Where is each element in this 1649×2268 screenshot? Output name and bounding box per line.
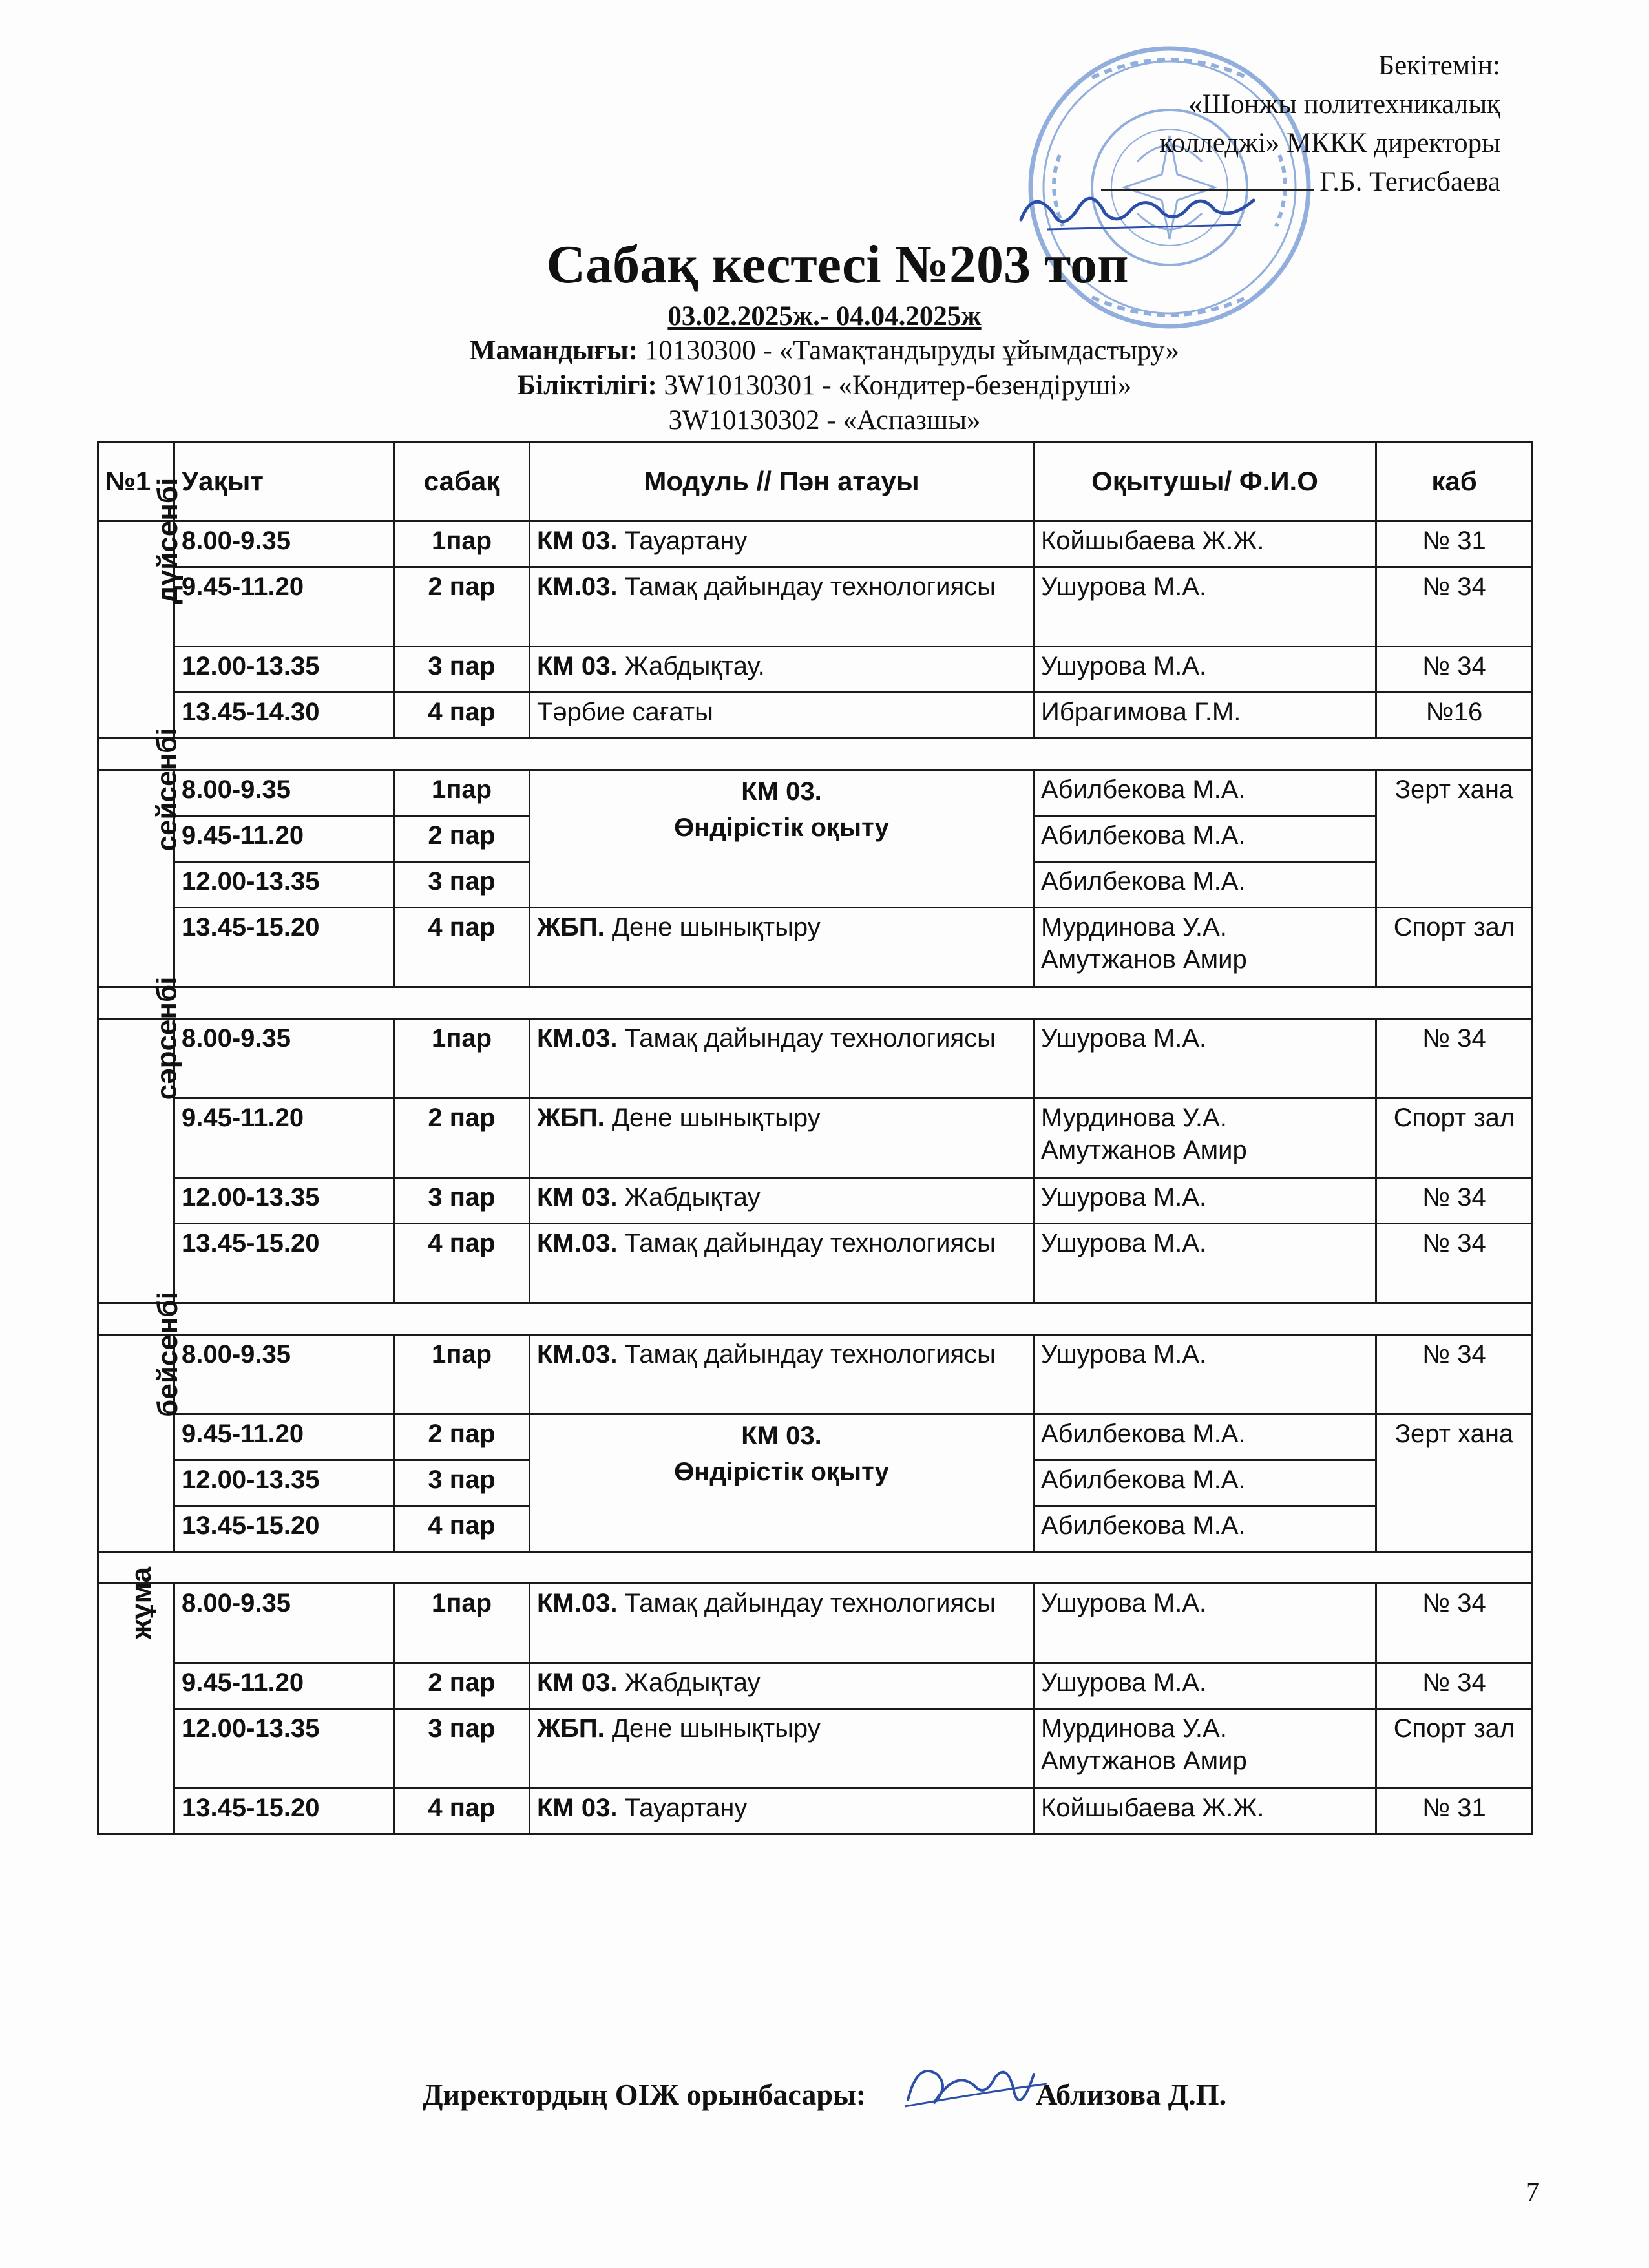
teacher-name: Мурдинова У.А. (1041, 913, 1227, 941)
table-row (98, 1098, 1533, 1178)
approval-line-2: «Шонжы политехникалық (1188, 89, 1500, 120)
table-row (98, 1663, 1533, 1709)
subject-cell (530, 1709, 1034, 1789)
date-range: 03.02.2025ж.- 04.04.2025ж (667, 301, 982, 331)
table-header-row (98, 442, 1533, 521)
room-cell: № 34 (1376, 567, 1533, 647)
subject-cell (530, 521, 1034, 567)
subject-name: Дене шынықтыру (604, 1714, 821, 1743)
subject-name: Дене шынықтыру (604, 1104, 821, 1132)
subject-name: Жабдықтау (617, 1668, 761, 1697)
title-block (0, 233, 1649, 438)
time-cell: 9.45-11.20 (174, 1414, 394, 1460)
qualification-line (0, 368, 1649, 403)
time-cell: 9.45-11.20 (174, 1098, 394, 1178)
table-row (98, 908, 1533, 987)
specialty-value: 10130300 - «Тамақтандыруды ұйымдастыру» (638, 335, 1180, 366)
director-name: Г.Б. Тегисбаева (1319, 167, 1500, 197)
teacher-cell: Койшыбаева Ж.Ж. (1034, 1789, 1376, 1834)
pair-cell: 3 пар (394, 1178, 530, 1224)
table-row (98, 770, 1533, 816)
deputy-name: Аблизова Д.П. (1036, 2078, 1227, 2111)
qualification-line-2: 3W10130302 - «Аспазшы» (668, 405, 981, 436)
pair-cell: 1пар (394, 521, 530, 567)
subject-cell (530, 1178, 1034, 1224)
module-code: КМ 03. (741, 777, 822, 806)
table-row (98, 1584, 1533, 1663)
subject-name: Тамақ дайындау технологиясы (617, 1024, 996, 1053)
day-cell (98, 1566, 174, 1834)
room-cell: Спорт зал (1376, 1709, 1533, 1789)
pair-cell: 4 пар (394, 1789, 530, 1834)
pair-cell: 2 пар (394, 1663, 530, 1709)
teacher-cell: Ушурова М.А. (1034, 1178, 1376, 1224)
subject-cell (530, 1789, 1034, 1834)
teacher-cell: Койшыбаева Ж.Ж. (1034, 521, 1376, 567)
teacher-cell: Ушурова М.А. (1034, 1019, 1376, 1098)
teacher-cell: Абилбекова М.А. (1034, 1460, 1376, 1506)
room-cell: Спорт зал (1376, 908, 1533, 987)
time-cell: 8.00-9.35 (174, 1335, 394, 1414)
day-name: дүйсенбі (152, 478, 184, 604)
subject-name: Тауартану (617, 527, 748, 555)
col-header-number: №1 (98, 442, 174, 521)
subject-cell (530, 647, 1034, 693)
subject-name: Өндірістік оқыту (674, 814, 889, 842)
specialty-line (0, 333, 1649, 368)
subject-name: Тамақ дайындау технологиясы (617, 1229, 996, 1257)
room-cell: №16 (1376, 693, 1533, 739)
day-name: бейсенбі (151, 1292, 184, 1417)
time-cell: 13.45-15.20 (174, 1789, 394, 1834)
deputy-signature (898, 2048, 1053, 2126)
teacher-cell: Абилбекова М.А. (1034, 770, 1376, 816)
teacher-name: Амутжанов Амир (1041, 1136, 1247, 1164)
teacher-name: Амутжанов Амир (1041, 945, 1247, 974)
teacher-cell (1034, 1098, 1376, 1178)
table-row (98, 1414, 1533, 1460)
teacher-cell: Ушурова М.А. (1034, 567, 1376, 647)
teacher-cell: Абилбекова М.А. (1034, 816, 1376, 862)
practice-subject-cell (530, 1414, 1034, 1552)
teacher-cell: Абилбекова М.А. (1034, 1414, 1376, 1460)
subject-cell (530, 1098, 1034, 1178)
schedule-table (97, 441, 1533, 1835)
day-cell (98, 976, 183, 1303)
day-separator (98, 1552, 1533, 1584)
room-cell: № 34 (1376, 1019, 1533, 1098)
room-cell: № 34 (1376, 1224, 1533, 1303)
time-cell: 9.45-11.20 (174, 567, 394, 647)
pair-cell: 1пар (394, 1335, 530, 1414)
subject-cell (530, 1019, 1034, 1098)
teacher-cell: Абилбекова М.А. (1034, 862, 1376, 908)
pair-cell: 2 пар (394, 567, 530, 647)
room-cell: № 31 (1376, 521, 1533, 567)
time-cell: 9.45-11.20 (174, 1663, 394, 1709)
pair-cell: 3 пар (394, 647, 530, 693)
table-row (98, 1019, 1533, 1098)
day-separator (98, 1303, 1533, 1335)
module-code: ЖБП. (537, 1104, 605, 1132)
teacher-cell: Ушурова М.А. (1034, 1663, 1376, 1709)
subject-cell (530, 1224, 1034, 1303)
pair-cell: 3 пар (394, 862, 530, 908)
subject-cell (530, 908, 1034, 987)
col-header-lesson: сабақ (394, 442, 530, 521)
module-code: КМ.03. (537, 1340, 618, 1369)
subject-name: Жабдықтау (617, 1183, 761, 1212)
time-cell: 12.00-13.35 (174, 862, 394, 908)
table-row (98, 1178, 1533, 1224)
room-cell: Зерт хана (1376, 770, 1533, 908)
time-cell: 12.00-13.35 (174, 647, 394, 693)
table-row (98, 1335, 1533, 1414)
subject-cell (530, 1335, 1034, 1414)
pair-cell: 1пар (394, 770, 530, 816)
col-header-room: каб (1376, 442, 1533, 521)
subject-name: Өндірістік оқыту (674, 1458, 889, 1486)
page-number: 7 (1526, 2178, 1539, 2208)
deputy-signature-line (0, 2077, 1649, 2112)
subject-name: Тамақ дайындау технологиясы (617, 1589, 996, 1617)
pair-cell: 3 пар (394, 1460, 530, 1506)
time-cell: 9.45-11.20 (174, 816, 394, 862)
time-cell: 8.00-9.35 (174, 1019, 394, 1098)
table-row (98, 647, 1533, 693)
deputy-label: Директордың ОІЖ орынбасары: (422, 2078, 867, 2111)
qualification-label: Біліктілігі: (517, 370, 657, 401)
teacher-cell: Абилбекова М.А. (1034, 1506, 1376, 1552)
module-code: ЖБП. (537, 1714, 605, 1743)
module-code: КМ.03. (537, 572, 618, 601)
time-cell: 12.00-13.35 (174, 1178, 394, 1224)
module-code: КМ 03. (537, 652, 618, 680)
table-row (98, 521, 1533, 567)
time-cell: 12.00-13.35 (174, 1709, 394, 1789)
subject-cell (530, 1584, 1034, 1663)
room-cell: Зерт хана (1376, 1414, 1533, 1552)
day-separator (98, 987, 1533, 1019)
room-cell: Спорт зал (1376, 1098, 1533, 1178)
room-cell: № 34 (1376, 1663, 1533, 1709)
teacher-name: Мурдинова У.А. (1041, 1104, 1227, 1132)
subject-name: Тамақ дайындау технологиясы (617, 572, 996, 601)
subject-cell (530, 567, 1034, 647)
time-cell: 13.45-15.20 (174, 1224, 394, 1303)
qualification-value-1: 3W10130301 - «Кондитер-безендіруші» (656, 370, 1132, 401)
module-code: КМ 03. (741, 1422, 822, 1450)
teacher-cell: Ушурова М.А. (1034, 1224, 1376, 1303)
room-cell: № 34 (1376, 1178, 1533, 1224)
module-code: КМ 03. (537, 1794, 618, 1822)
subject-name: Жабдықтау. (617, 652, 765, 680)
subject-name: Дене шынықтыру (604, 913, 821, 941)
pair-cell: 1пар (394, 1019, 530, 1098)
time-cell: 13.45-14.30 (174, 693, 394, 739)
time-cell: 13.45-15.20 (174, 908, 394, 987)
module-code: ЖБП. (537, 913, 605, 941)
pair-cell: 2 пар (394, 1414, 530, 1460)
col-header-time: Уақыт (174, 442, 394, 521)
day-cell (98, 1292, 184, 1552)
module-code: КМ.03. (537, 1229, 618, 1257)
module-code: КМ.03. (537, 1589, 618, 1617)
module-code: КМ 03. (537, 1668, 618, 1697)
practice-subject-cell (530, 770, 1034, 908)
subject-cell (530, 1663, 1034, 1709)
pair-cell: 2 пар (394, 1098, 530, 1178)
time-cell: 8.00-9.35 (174, 1584, 394, 1663)
subject-cell: Тәрбие сағаты (530, 693, 1034, 739)
teacher-name: Мурдинова У.А. (1041, 1714, 1227, 1743)
room-cell: № 34 (1376, 1335, 1533, 1414)
specialty-label: Мамандығы: (469, 335, 638, 366)
table-row (98, 1709, 1533, 1789)
time-cell: 8.00-9.35 (174, 770, 394, 816)
subject-name: Тамақ дайындау технологиясы (617, 1340, 996, 1369)
module-code: КМ.03. (537, 1024, 618, 1053)
table-row (98, 693, 1533, 739)
pair-cell: 4 пар (394, 1224, 530, 1303)
module-code: КМ 03. (537, 527, 618, 555)
day-name: сейсенбі (151, 728, 183, 852)
approval-line-1: Бекітемін: (1378, 50, 1500, 81)
col-header-subject: Модуль // Пән атауы (530, 442, 1034, 521)
table-row (98, 1789, 1533, 1834)
teacher-name: Амутжанов Амир (1041, 1747, 1247, 1775)
day-cell (98, 728, 183, 987)
teacher-cell (1034, 908, 1376, 987)
pair-cell: 4 пар (394, 908, 530, 987)
room-cell: № 34 (1376, 647, 1533, 693)
time-cell: 13.45-15.20 (174, 1506, 394, 1552)
approval-line-3: колледжі» МККК директоры (1159, 128, 1500, 158)
day-separator (98, 739, 1533, 770)
col-header-teacher: Оқытушы/ Ф.И.О (1034, 442, 1376, 521)
pair-cell: 3 пар (394, 1709, 530, 1789)
time-cell: 8.00-9.35 (174, 521, 394, 567)
day-name: жұма (125, 1566, 158, 1640)
pair-cell: 4 пар (394, 1506, 530, 1552)
teacher-cell (1034, 1709, 1376, 1789)
module-code: КМ 03. (537, 1183, 618, 1212)
room-cell: № 31 (1376, 1789, 1533, 1834)
teacher-cell: Ушурова М.А. (1034, 1335, 1376, 1414)
time-cell: 12.00-13.35 (174, 1460, 394, 1506)
pair-cell: 2 пар (394, 816, 530, 862)
teacher-cell: Ушурова М.А. (1034, 647, 1376, 693)
room-cell: № 34 (1376, 1584, 1533, 1663)
page-title: Сабақ кестесі №203 топ (546, 235, 1129, 295)
day-name: сәрсенбі (151, 976, 183, 1100)
teacher-cell: Ушурова М.А. (1034, 1584, 1376, 1663)
teacher-cell: Ибрагимова Г.М. (1034, 693, 1376, 739)
pair-cell: 4 пар (394, 693, 530, 739)
table-row (98, 1224, 1533, 1303)
table-row (98, 567, 1533, 647)
pair-cell: 1пар (394, 1584, 530, 1663)
subject-name: Тауартану (617, 1794, 748, 1822)
